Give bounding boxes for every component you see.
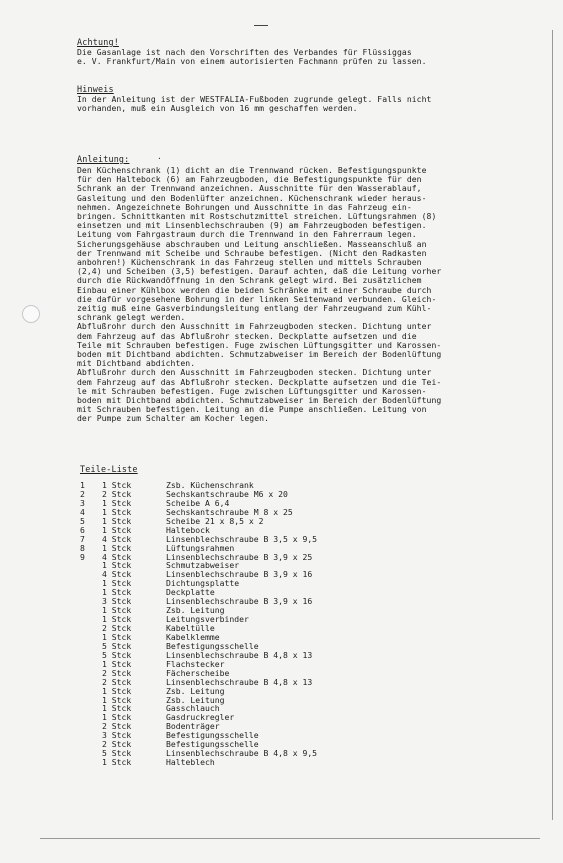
anleitung-text-line: nehmen. Angezeichnete Bohrungen und Ausschnitte in das Fahrzeug ein- [77,201,412,212]
part-description: Scheibe 21 x 8,5 x 2 [166,515,264,526]
anleitung-text-line: Teile mit Schrauben befestigen. Fuge zwischen Lüftungsgitter und Karossen- [77,339,442,350]
part-description: Linsenblechschraube B 3,9 x 16 [166,596,313,607]
anleitung-text-line: durch die Rückwandöffnung in den Schrank gelegt wird. Bei zusätzlichem [77,275,422,286]
part-quantity: 4 Stck [102,533,132,544]
part-description: Befestigungsschelle [166,739,259,750]
part-description: Halteblech [166,757,215,768]
part-quantity: 1 Stck [102,605,132,616]
anleitung-text-line: dem Fahrzeug auf das Abflußrohr stecken. Deckplatte aufsetzen und die Tei- [77,376,442,387]
anleitung-text-line: (2,4) und Scheiben (3,5) befestigen. Darauf achten, daß die Leitung vorher [77,266,442,277]
part-quantity: 1 Stck [102,480,132,490]
part-description: Zsb. Leitung [166,694,225,705]
anleitung-text-line: für den Haltebock (6) am Fahrzeugboden, die Befestigungspunkte für den [77,174,422,185]
part-position: 9 [80,551,85,562]
part-description: Linsenblechschraube B 3,9 x 25 [166,551,313,562]
anleitung-text [77,166,477,424]
part-quantity: 2 Stck [102,676,132,687]
anleitung-text-line: Einbau einer Kühlbox werden die beiden Schränke mit einer Schraube durch [77,284,432,295]
anleitung-text-line: mit Dichtband abdichten. [77,358,196,369]
part-quantity: 1 Stck [102,658,132,669]
part-description: Haltebock [166,524,210,535]
anleitung-heading: Anleitung: [77,154,130,164]
anleitung-text-line: dem Fahrzeug auf das Abflußrohr stecken. Deckplatte aufsetzen und die [77,330,417,341]
anleitung-text-line: einsetzen und mit Linsenblechschrauben (9) am Fahrzeugboden befestigen. [77,220,427,231]
part-description: Scheibe A 6,4 [166,497,230,508]
part-description: Linsenblechschraube B 3,9 x 16 [166,569,313,580]
part-description: Befestigungsschelle [166,730,259,741]
part-position: 8 [80,542,85,553]
part-quantity: 1 Stck [102,685,132,696]
part-description: Zsb. Leitung [166,605,225,616]
part-description: Gasschlauch [166,703,220,714]
part-description: Bodenträger [166,721,220,732]
part-description: Kabelklemme [166,631,220,642]
part-description: Linsenblechschraube B 4,8 x 13 [166,649,313,660]
anleitung-text-line: Den Küchenschrank (1) dicht an die Trennwand rücken. Befestigungspunkte [77,165,427,175]
part-quantity: 3 Stck [102,596,132,607]
part-description: Gasdruckregler [166,712,235,723]
part-description: Deckplatte [166,587,215,598]
achtung-heading: Achtung! [77,37,119,47]
part-description: Fächerscheibe [166,667,230,678]
part-quantity: 1 Stck [102,560,132,571]
anleitung-text-line: Gasleitung und den Bodenlüfter anzeichnen. Küchenschrank wieder heraus- [77,192,427,203]
part-description: Flachstecker [166,658,225,669]
part-description: Linsenblechschraube B 4,8 x 9,5 [166,748,318,759]
part-position: 2 [80,488,85,499]
anleitung-text-line: Abflußrohr durch den Ausschnitt im Fahrzeugboden stecken. Dichtung unter [77,321,432,332]
right-edge-line [552,30,553,820]
anleitung-text-line: zeitig muß eine Gasverbindungsleitung entlang der Fahrzeugwand zum Kühl- [77,303,432,314]
anleitung-text-line: Abflußrohr durch den Ausschnitt im Fahrzeugboden stecken. Dichtung unter [77,367,432,378]
part-quantity: 1 Stck [102,614,132,625]
part-description: Lüftungsrahmen [166,542,235,553]
part-quantity: 4 Stck [102,551,132,562]
punch-hole-mark [22,305,40,323]
anleitung-text-line: Sicherungsgehäuse abschrauben und Leitung anschließen. Masseanschluß an [77,238,427,249]
part-position: 3 [80,497,85,508]
part-description: Sechskantschraube M6 x 20 [166,488,288,499]
part-position: 4 [80,506,85,517]
part-quantity: 2 Stck [102,667,132,678]
part-quantity: 1 Stck [102,497,132,508]
part-description: Dichtungsplatte [166,578,240,589]
part-description: Linsenblechschraube B 3,5 x 9,5 [166,533,318,544]
part-description: Kabeltülle [166,623,215,633]
part-position: 1 [80,480,85,490]
part-position: 5 [80,515,85,526]
teile-liste-heading: Teile-Liste [80,464,138,474]
part-quantity: 1 Stck [102,506,132,517]
part-quantity: 5 Stck [102,649,132,660]
part-quantity: 5 Stck [102,748,132,759]
part-description: Zsb. Küchenschrank [166,480,254,490]
anleitung-text-line: boden mit Dichtband abdichten. Schmutzabweiser im Bereich der Bodenlüftung [77,395,442,406]
part-description: Zsb. Leitung [166,685,225,696]
part-quantity: 1 Stck [102,757,132,768]
anleitung-text-line: Leitung vom Fahrgastraum durch die Trennwand in den Fahrerraum legen. [77,229,417,240]
part-quantity: 2 Stck [102,721,132,732]
part-position: 6 [80,524,85,535]
hinweis-text-line: In der Anleitung ist der WESTFALIA-Fußboden zugrunde gelegt. Falls nicht [77,94,432,104]
anleitung-text-line: schrank gelegt werden. [77,312,186,323]
achtung-text [77,48,477,66]
anleitung-text-line: le mit Schrauben befestigen. Fuge zwischen Lüftungsgitter und Karossen- [77,385,427,396]
anleitung-text-line: anbohren!) Küchenschrank in das Fahrzeug stellen und mittels Schrauben [77,257,422,268]
anleitung-text-line: der Trennwand mit Scheibe und Schraube befestigen. (Nicht den Radkasten [77,247,427,258]
part-quantity: 2 Stck [102,488,132,499]
part-quantity: 1 Stck [102,703,132,714]
hinweis-text [77,95,477,113]
part-description: Leitungsverbinder [166,614,249,625]
top-dash-mark [254,25,268,26]
part-quantity: 2 Stck [102,623,132,633]
anleitung-text-line: bringen. Schnittkanten mit Rostschutzmittel streichen. Lüftungsrahmen (8) [77,211,437,222]
part-quantity: 1 Stck [102,587,132,598]
hinweis-heading: Hinweis [77,84,114,94]
bottom-edge-line [40,838,540,839]
part-quantity: 1 Stck [102,542,132,553]
part-description: Sechskantschraube M 8 x 25 [166,506,293,517]
part-quantity: 1 Stck [102,524,132,535]
part-quantity: 1 Stck [102,631,132,642]
achtung-text-line: Die Gasanlage ist nach den Vorschriften des Verbandes für Flüssiggas [77,47,412,57]
part-quantity: 4 Stck [102,569,132,580]
achtung-text-line: e. V. Frankfurt/Main von einem autorisierten Fachmann prüfen zu lassen. [77,56,427,67]
anleitung-text-line: der Pumpe zum Schalter am Kocher legen. [77,413,269,424]
anleitung-text-line: boden mit Dichtband abdichten. Schmutzabweiser im Bereich der Bodenlüftung [77,349,442,360]
part-quantity: 1 Stck [102,712,132,723]
anleitung-text-line: die dafür vorgesehene Bohrung in der linken Seitenwand verbunden. Gleich- [77,293,437,304]
hinweis-text-line: vorhanden, muß ein Ausgleich von 16 mm geschaffen werden. [77,103,358,114]
stray-dot-mark: . [157,152,162,161]
part-description: Befestigungsschelle [166,640,259,651]
anleitung-text-line: mit Schrauben befestigen. Leitung an die Pumpe anschließen. Leitung von [77,404,427,415]
part-quantity: 2 Stck [102,739,132,750]
part-description: Schmutzabweiser [166,560,240,571]
part-description: Linsenblechschraube B 4,8 x 13 [166,676,313,687]
part-quantity: 3 Stck [102,730,132,741]
anleitung-text-line: Schrank an der Trennwand anzeichnen. Ausschnitte für den Wasserablauf, [77,183,422,194]
part-quantity: 5 Stck [102,640,132,651]
part-position: 7 [80,533,85,544]
part-quantity: 1 Stck [102,694,132,705]
part-quantity: 1 Stck [102,578,132,589]
part-quantity: 1 Stck [102,515,132,526]
